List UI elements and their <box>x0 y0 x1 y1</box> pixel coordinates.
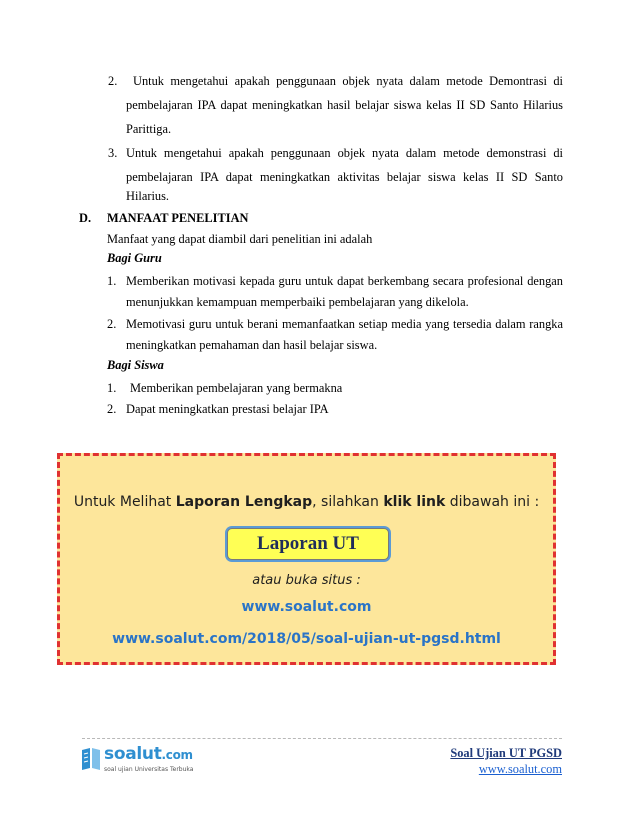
paragraph-line: Memberikan motivasi kepada guru untuk dapat berkembang secara profesional dengan <box>126 274 563 288</box>
promo-text: dibawah ini : <box>445 494 540 510</box>
paragraph-line: meningkatkan pemahaman dan hasil belajar siswa. <box>126 338 378 352</box>
logo-tld: .com <box>161 748 193 762</box>
promo-emphasis: Laporan Lengkap <box>175 494 313 510</box>
list-number: 3. <box>108 146 118 160</box>
paragraph-line: Untuk mengetahui apakah penggunaan objek nyata dalam metode demonstrasi di <box>126 146 563 160</box>
book-icon <box>80 746 102 772</box>
footer-title: Soal Ujian UT PGSD <box>450 746 562 760</box>
logo-main: soalut <box>104 744 162 764</box>
list-number: 2. <box>108 74 118 88</box>
promo-emphasis: klik link <box>383 494 446 510</box>
promo-headline <box>60 494 553 510</box>
promo-text: Untuk Melihat <box>73 494 176 510</box>
paragraph-line: menunjukkan kemampuan memperbaiki pembelajaran yang dikelola. <box>126 295 469 309</box>
paragraph-line: Untuk mengetahui apakah penggunaan objek nyata dalam metode Demontrasi di <box>133 74 563 88</box>
paragraph-line: Memberikan pembelajaran yang bermakna <box>130 381 343 395</box>
logo-wordmark <box>104 744 193 764</box>
list-number: 2. <box>107 317 117 331</box>
laporan-ut-button[interactable]: Laporan UT <box>227 528 389 560</box>
list-number: 1. <box>107 274 117 288</box>
section-heading: MANFAAT PENELITIAN <box>107 211 249 225</box>
site-link[interactable]: www.soalut.com <box>241 599 372 615</box>
list-number: 2. <box>107 402 117 416</box>
paragraph-line: pembelajaran IPA dapat meningkatkan aktivitas belajar siswa kelas II SD Santo <box>126 170 563 184</box>
promo-text: , silahkan <box>312 494 384 510</box>
list-number: 1. <box>107 381 117 395</box>
footer-divider <box>82 738 562 739</box>
paragraph-line: Parittiga. <box>126 122 172 136</box>
article-link[interactable]: www.soalut.com/2018/05/soal-ujian-ut-pgsd.html <box>112 631 501 647</box>
section-letter: D. <box>79 211 92 225</box>
subsection-heading: Bagi Siswa <box>107 358 164 372</box>
subsection-heading: Bagi Guru <box>107 251 162 265</box>
paragraph-line: Memotivasi guru untuk berani memanfaatkan setiap media yang tersedia dalam rangka <box>126 317 563 331</box>
footer-url-link[interactable]: www.soalut.com <box>478 762 562 776</box>
promo-subtext: atau buka situs : <box>252 573 361 588</box>
paragraph-line: Hilarius. <box>126 189 170 203</box>
section-intro: Manfaat yang dapat diambil dari penelitian ini adalah <box>107 232 373 246</box>
paragraph-line: pembelajaran IPA dapat meningkatkan hasil belajar siswa kelas II SD Santo Hilarius <box>126 98 563 112</box>
paragraph-line: Dapat meningkatkan prestasi belajar IPA <box>126 402 329 416</box>
logo-tagline: soal ujian Universitas Terbuka <box>104 766 194 773</box>
soalut-logo <box>80 744 200 778</box>
promo-box <box>57 453 556 665</box>
